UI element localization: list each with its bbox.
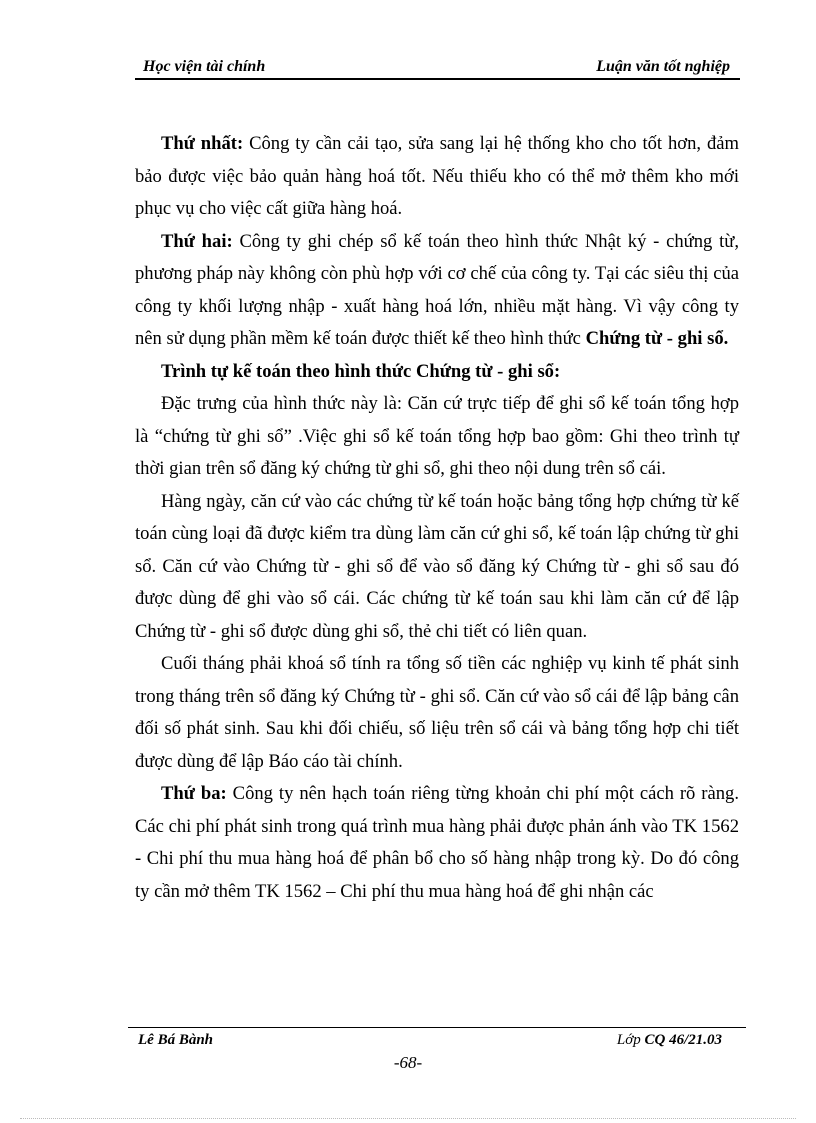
paragraph-text: Cuối tháng phải khoá sổ tính ra tổng số tiền các nghiệp vụ kinh tế phát sinh trong tháng trên sổ đăng ký Chứng từ - ghi sổ. Căn cứ vào sổ cái để lập bảng cân đối số phát sinh. Sau khi đối chiếu, số liệu trên sổ cái và bảng tổng hợp chi tiết được dùng để lập Báo cáo tài chính. <box>135 653 739 772</box>
paragraph-heading: Trình tự kế toán theo hình thức Chứng từ - ghi sổ: <box>161 360 561 382</box>
page-bottom-divider <box>20 1118 796 1119</box>
class-label: Lớp <box>616 1032 645 1048</box>
paragraph-emphasis: Chứng từ - ghi sổ. <box>585 328 729 349</box>
paragraph-heading: Thứ hai: <box>161 230 233 252</box>
class-code: CQ 46/21.03 <box>644 1032 722 1048</box>
paragraph-text: Công ty ghi chép sổ kế toán theo hình thức Nhật ký - chứng từ, phương pháp này không còn phù hợp với cơ chế của công ty. Tại các siêu thị của công ty khối lượng nhập - xuất hàng hoá lớn, nhiều mặt hàng. Vì vậy công ty nên sử dụng phần mềm kế toán được thiết kế theo hình thức <box>135 230 740 349</box>
paragraph-month-end <box>135 648 739 778</box>
paragraph-text: Công ty cần cải tạo, sửa sang lại hệ thống kho cho tốt hơn, đảm bảo được việc bảo quản hàng hoá tốt. Nếu thiếu kho có thể mở thêm kho mới phục vụ cho việc cất giữa hàng hoá. <box>135 133 739 219</box>
paragraph-third <box>135 778 739 908</box>
paragraph-text: Công ty nên hạch toán riêng từng khoản chi phí một cách rõ ràng. Các chi phí phát sinh trong quá trình mua hàng phải được phản ánh vào TK 1562 - Chi phí thu mua hàng hoá để phân bổ cho số hàng nhập trong kỳ. Do đó công ty cần mở thêm TK 1562 – Chi phí thu mua hàng hoá để ghi nhận các <box>135 783 739 902</box>
paragraph-second <box>135 226 739 356</box>
paragraph-daily <box>135 486 739 649</box>
page-header <box>135 56 740 80</box>
paragraph-heading: Thứ nhất: <box>161 133 244 154</box>
paragraph-first <box>135 128 739 226</box>
paragraph-text: Hàng ngày, căn cứ vào các chứng từ kế toán hoặc bảng tổng hợp chứng từ kế toán cùng loại đã được kiểm tra dùng làm căn cứ ghi sổ, kế toán lập chứng từ ghi sổ. Căn cứ vào Chứng từ - ghi sổ để vào sổ đăng ký Chứng từ - ghi sổ sau đó được dùng để ghi vào sổ cái. Các chứng từ kế toán sau khi làm căn cứ để lập Chứng từ - ghi sổ được dùng ghi sổ, thẻ chi tiết có liên quan. <box>135 490 739 642</box>
class-info <box>617 1032 722 1049</box>
header-institution: Học viện tài chính <box>143 58 266 75</box>
author-name: Lê Bá Bành <box>138 1032 214 1048</box>
body-text <box>135 128 739 908</box>
section-heading <box>135 356 739 389</box>
header-document-type: Luận văn tốt nghiệp <box>596 58 730 75</box>
paragraph-text: Đặc trưng của hình thức này là: Căn cứ trực tiếp để ghi sổ kế toán tổng hợp là “chứng từ ghi sổ” .Việc ghi sổ kế toán tổng hợp bao gồm: Ghi theo trình tự thời gian trên sổ đăng ký chứng từ ghi sổ, ghi theo nội dung trên sổ cái. <box>135 393 739 479</box>
paragraph-characteristics <box>135 388 739 486</box>
paragraph-heading: Thứ ba: <box>161 783 227 804</box>
page-number: -68- <box>393 1053 423 1072</box>
page-footer <box>128 1027 746 1054</box>
